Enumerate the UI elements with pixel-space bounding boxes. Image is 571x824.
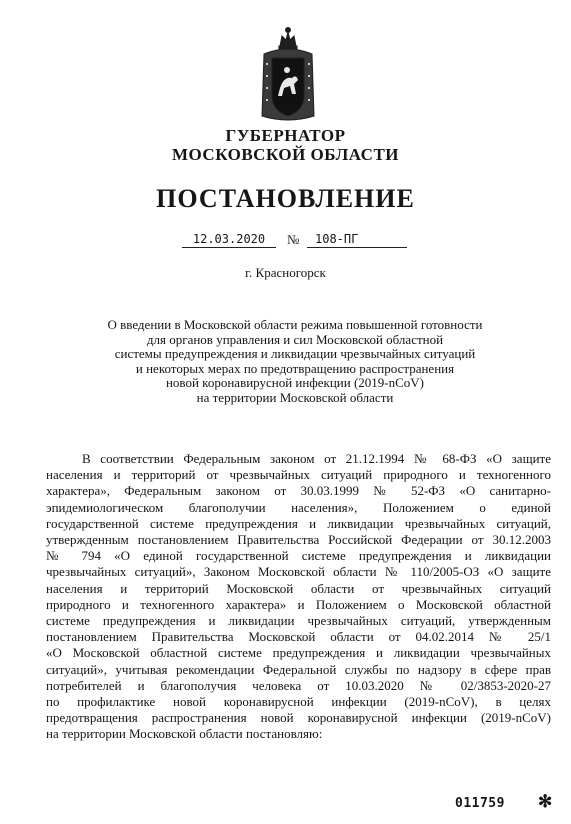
document-type-heading: ПОСТАНОВЛЕНИЕ (156, 184, 415, 213)
subject-line: и некоторых мерах по предотвращению распространения (135, 360, 455, 376)
body-line: эпидемиологическом благополучии населения», Положением о единой (46, 499, 551, 515)
body-line: на территории Московской области постановляю: (46, 726, 323, 742)
coat-of-arms-emblem (258, 24, 318, 128)
document-date: 12.03.2020 (192, 232, 266, 246)
serial-number: 011759 (455, 796, 505, 811)
document-body (46, 451, 551, 743)
body-line: ситуаций», учитывая рекомендации Федеральной службы по надзору в сфере прав (46, 661, 551, 677)
body-line: утвержденным постановлением Правительства Российской Федерации от 30.12.2003 (46, 532, 551, 548)
document-subject (60, 318, 530, 406)
body-line: постановлением Правительства Московской области от 04.02.2014 № 25/1 (46, 629, 551, 645)
issuer-title-line1: ГУБЕРНАТОР (225, 126, 346, 145)
body-line: населения и территорий от чрезвычайных ситуаций природного и техногенного (46, 467, 551, 483)
body-line: чрезвычайных ситуаций», Законом Московской области № 110/2005-ОЗ «О защите (46, 564, 551, 580)
body-line: потребителей и благополучия человека от 10.03.2020 № 02/3853-2020-27 (46, 677, 551, 693)
number-underline (307, 247, 407, 248)
body-line: населения и территорий Московской области от чрезвычайных ситуаций (46, 580, 551, 596)
subject-line: новой коронавирусной инфекции (2019-nCoV) (165, 375, 425, 391)
subject-line: системы предупреждения и ликвидации чрезвычайных ситуаций (114, 346, 476, 362)
body-line: системе предупреждения и ликвидации чрезвычайных ситуаций, утвержденным (46, 613, 551, 629)
subject-line: О введении в Московской области режима повышенной готовности (107, 317, 483, 332)
document-number: 108-ПГ (315, 232, 359, 246)
body-line: по профилактике новой коронавирусной инфекции (2019-nCoV), в целях (46, 694, 551, 710)
city-label: г. Красногорск (245, 265, 326, 280)
number-sign: № (287, 232, 300, 247)
subject-line: для органов управления и сил Московской областной (146, 331, 444, 347)
asterisk-mark-icon: ✻ (538, 792, 553, 811)
body-line: природного и техногенного характера» и Положением о Московской областной (46, 596, 551, 612)
issuer-title-line2: МОСКОВСКОЙ ОБЛАСТИ (171, 145, 400, 164)
body-line: В соответствии Федеральным законом от 21.12.1994 № 68-ФЗ «О защите (82, 451, 551, 466)
body-line: «О Московской областной системе предупреждения и ликвидации чрезвычайных (46, 645, 551, 661)
body-line: государственной системе предупреждения и ликвидации чрезвычайных ситуаций, (46, 515, 551, 531)
body-line: № 794 «О единой государственной системе предупреждения и ликвидации (46, 548, 551, 564)
body-line: предотвращения распространения новой коронавирусной инфекции (2019-nCoV) (46, 710, 551, 726)
subject-line: на территории Московской области (196, 389, 394, 405)
date-number-line (170, 232, 430, 250)
date-underline (182, 247, 276, 248)
body-line: характера», Федеральным законом от 30.03.1999 № 52-ФЗ «О санитарно- (46, 483, 551, 499)
